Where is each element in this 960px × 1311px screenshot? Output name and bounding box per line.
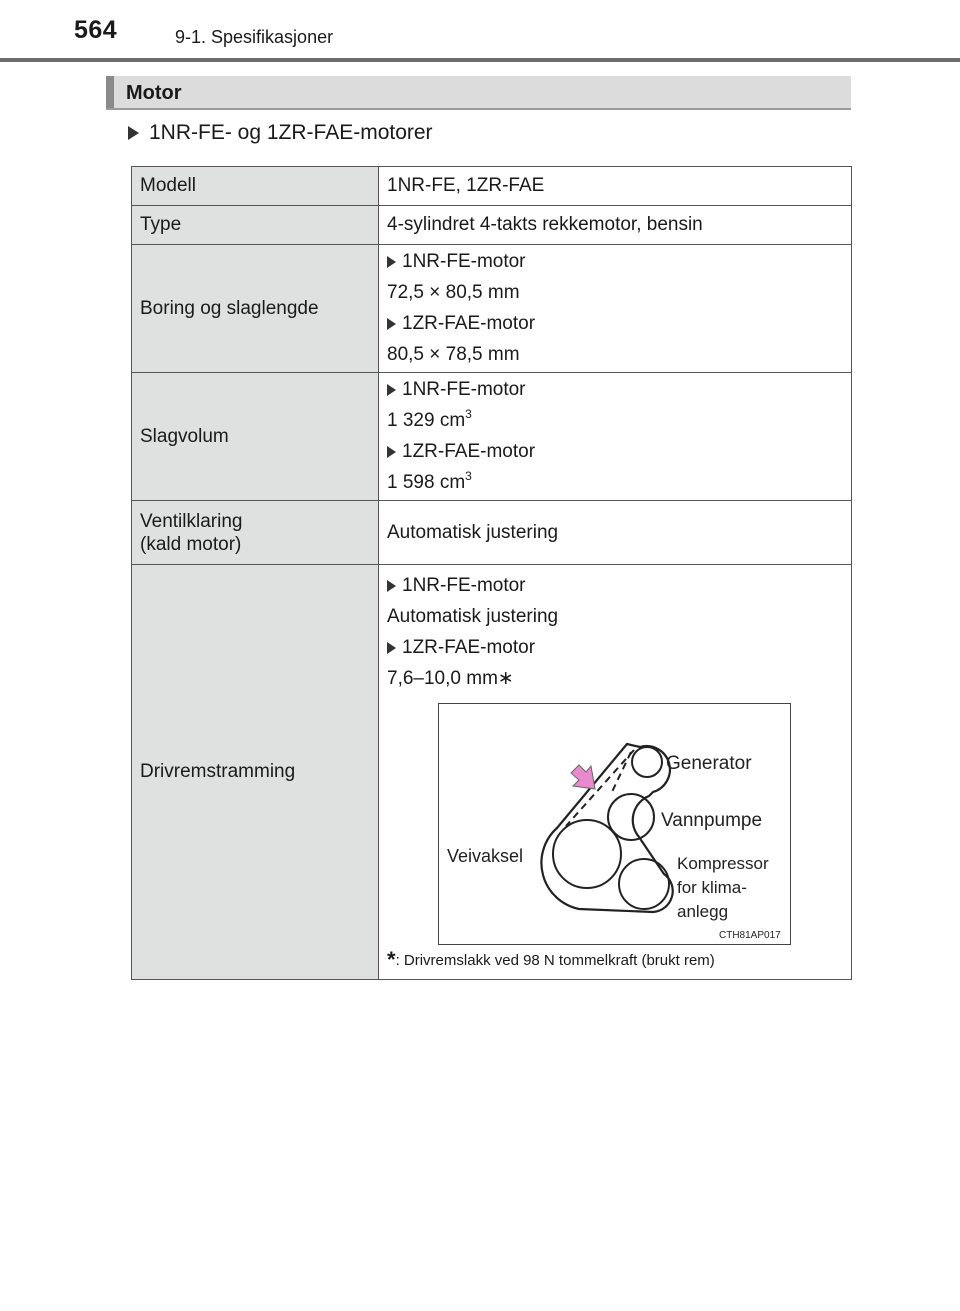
triangle-bullet-icon (387, 580, 396, 592)
footnote (387, 945, 843, 979)
engine-value (387, 469, 843, 497)
belt-slack-line (566, 750, 634, 826)
engine-value: 80,5 × 78,5 mm (387, 344, 520, 365)
engine-name: 1NR-FE-motor (402, 251, 526, 272)
engine-name: 1ZR-FAE-motor (402, 637, 536, 658)
unit-superscript: 3 (465, 407, 472, 421)
engine-heading (387, 634, 843, 662)
header-rule (0, 58, 960, 62)
figure-label-water-pump: Vannpumpe (661, 810, 763, 831)
table-row (132, 206, 852, 245)
displacement-value: 1 329 cm (387, 410, 466, 431)
figure-label-generator: Generator (666, 753, 752, 774)
page-number: 564 (74, 16, 118, 44)
unit-superscript: 3 (465, 469, 472, 483)
table-row (132, 167, 852, 206)
engine-value: Automatisk justering (387, 606, 559, 627)
figure-label-compressor: Kompressor (677, 854, 769, 873)
table-row (132, 373, 852, 501)
row-value: Automatisk justering (379, 501, 852, 565)
compressor-pulley (619, 859, 669, 909)
drive-belt (541, 744, 672, 912)
section-title: Motor (126, 82, 182, 104)
subheading-text: 1NR-FE- og 1ZR-FAE-motorer (149, 121, 433, 144)
section-accent (106, 76, 114, 108)
table-row (132, 245, 852, 373)
engine-heading (387, 438, 843, 466)
engine-heading (387, 310, 843, 338)
row-label: Slagvolum (132, 373, 379, 501)
row-value: 4-sylindret 4-takts rekkemotor, bensin (379, 206, 852, 245)
row-label: Drivremstramming (132, 565, 379, 980)
row-label: Boring og slaglengde (132, 245, 379, 373)
engine-name: 1NR-FE-motor (402, 575, 526, 596)
figure-label-compressor: for klima- (677, 878, 747, 897)
engine-value: 72,5 × 80,5 mm (387, 282, 520, 303)
row-label: Type (132, 206, 379, 245)
pressure-arrow-icon (571, 765, 595, 789)
triangle-bullet-icon (387, 446, 396, 458)
triangle-bullet-icon (387, 256, 396, 268)
chapter-title: 9-1. Spesifikasjoner (175, 27, 334, 47)
figure-label-crankshaft: Veivaksel (447, 846, 524, 866)
row-value (379, 245, 852, 373)
row-value (379, 373, 852, 501)
belt-diagram-svg (439, 704, 790, 944)
generator-pulley (632, 747, 662, 777)
row-value: 1NR-FE, 1ZR-FAE (379, 167, 852, 206)
row-label: Modell (132, 167, 379, 206)
figure-code: CTH81AP017 (719, 930, 781, 941)
engine-name: 1ZR-FAE-motor (402, 313, 536, 334)
section-bar (106, 76, 851, 110)
footnote-text: : Drivremslakk ved 98 N tommelkraft (brukt rem) (395, 952, 715, 969)
engine-heading (387, 572, 843, 600)
table-row (132, 501, 852, 565)
engine-value (387, 407, 843, 435)
displacement-value: 1 598 cm (387, 472, 466, 493)
engine-name: 1ZR-FAE-motor (402, 441, 536, 462)
table-row (132, 565, 852, 980)
engine-heading (387, 376, 843, 404)
triangle-bullet-icon (387, 384, 396, 396)
triangle-bullet-icon (128, 126, 139, 140)
engine-name: 1NR-FE-motor (402, 379, 526, 400)
triangle-bullet-icon (387, 318, 396, 330)
engine-value: 7,6–10,0 mm∗ (387, 668, 514, 689)
triangle-bullet-icon (387, 642, 396, 654)
row-label: Ventilklaring (kald motor) (132, 501, 379, 565)
row-value (379, 565, 852, 980)
belt-diagram (438, 703, 791, 945)
spec-table (131, 166, 852, 980)
footnote-mark: * (387, 947, 396, 972)
crankshaft-pulley (553, 820, 621, 888)
figure-label-compressor: anlegg (677, 902, 729, 921)
engine-heading (387, 248, 843, 276)
subheading (128, 121, 433, 145)
